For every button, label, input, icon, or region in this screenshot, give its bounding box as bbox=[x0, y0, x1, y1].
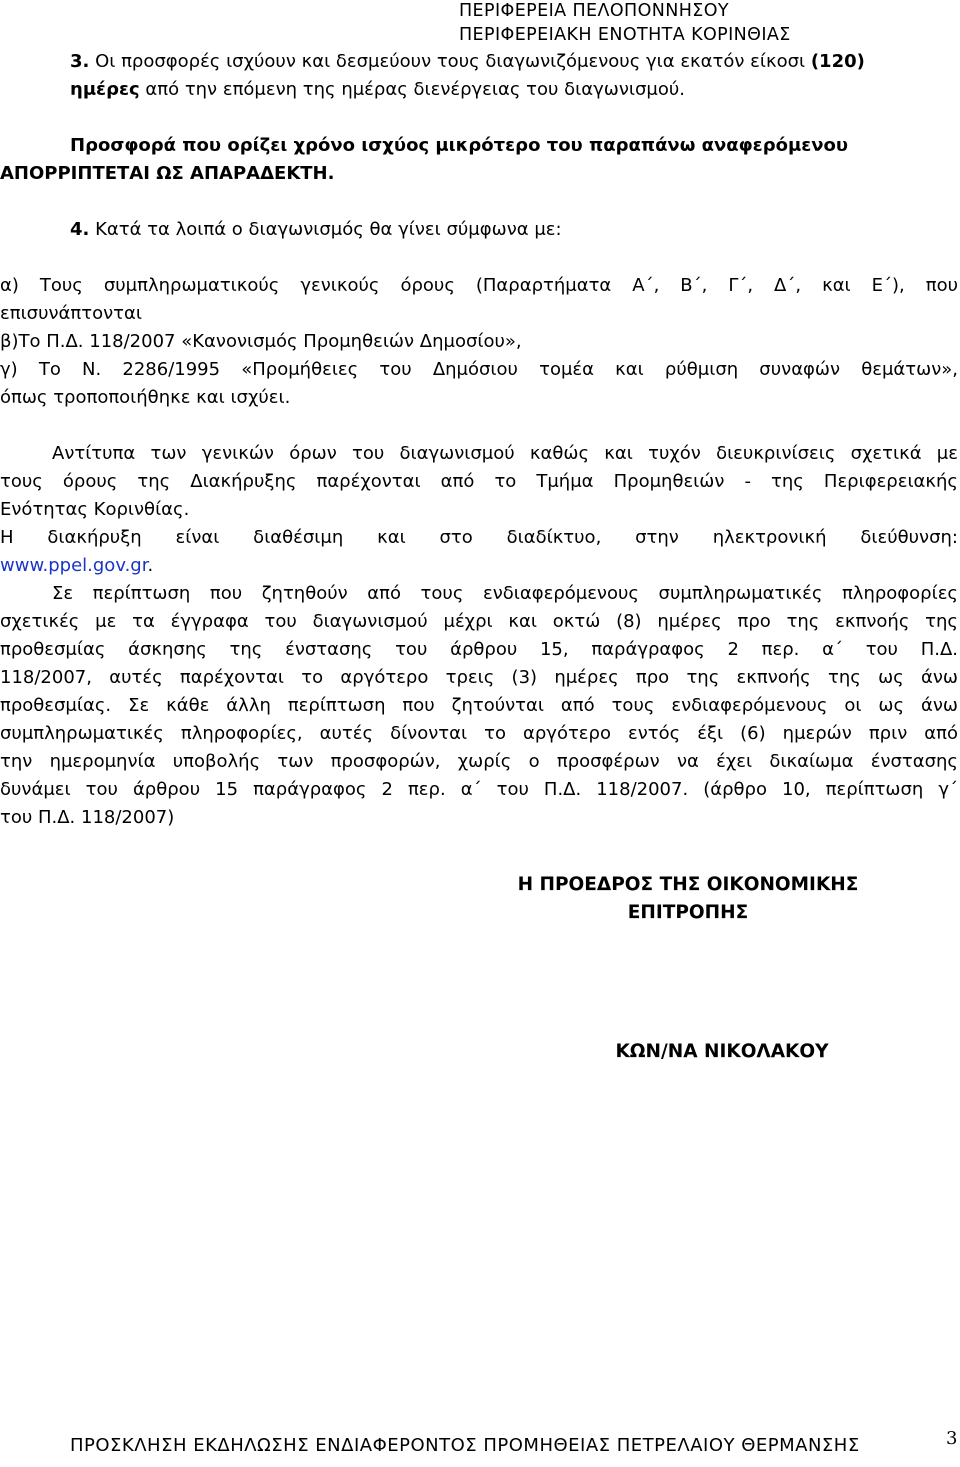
item3-days-count: (120) bbox=[810, 51, 865, 72]
warning-line1: Προσφορά που ορίζει χρόνο ισχύος μικρότερο του παραπάνω αναφερόμενου bbox=[70, 135, 848, 156]
signature-title-line2: ΕΠΙΤΡΟΠΗΣ bbox=[627, 902, 749, 923]
info-line6 bbox=[0, 720, 958, 748]
term-c-line2: όπως τροποποιήθηκε και ισχύει. bbox=[0, 387, 291, 408]
item3-line1 bbox=[70, 48, 865, 76]
info-text6: συμπληρωματικές πληροφορίες, αυτές δίνονται το αργότερο εντός έξι (6) ημερών πριν από bbox=[0, 723, 958, 744]
online-text: Η διακήρυξη είναι διαθέσιμη και στο διαδίκτυο, στην ηλεκτρονική διεύθυνση: bbox=[0, 527, 958, 548]
warning-line2: ΑΠΟΡΡΙΠΤΕΤΑΙ ΩΣ ΑΠΑΡΑΔΕΚΤΗ. bbox=[0, 163, 335, 184]
online-line2 bbox=[0, 552, 153, 580]
item3-line2 bbox=[70, 76, 685, 104]
term-b: β)Το Π.Δ. 118/2007 «Κανονισμός Προμηθειών Δημοσίου», bbox=[0, 331, 522, 352]
term-c-line1 bbox=[0, 356, 958, 384]
info-line7 bbox=[0, 748, 958, 776]
signature-title-line1: Η ΠΡΟΕΔΡΟΣ ΤΗΣ ΟΙΚΟΝΟΜΙΚΗΣ bbox=[517, 874, 859, 895]
header-unit: ΠΕΡΙΦΕΡΕΙΑΚΗ ΕΝΟΤΗΤΑ ΚΟΡΙΝΘΙΑΣ bbox=[459, 25, 791, 45]
info-text1: Σε περίπτωση που ζητηθούν από τους ενδιαφερόμενους συμπληρωματικές πληροφορίες bbox=[52, 583, 958, 604]
website-link[interactable]: www.ppel.gov.gr bbox=[0, 555, 148, 576]
signature-name: ΚΩΝ/ΝΑ ΝΙΚΟΛΑΚΟΥ bbox=[615, 1041, 829, 1062]
copies-line2 bbox=[0, 468, 958, 496]
info-text5: προθεσμίας. Σε κάθε άλλη περίπτωση που ζητούνται από τους ενδιαφερόμενους οι ως άνω bbox=[0, 695, 958, 716]
copies-text1: Αντίτυπα των γενικών όρων του διαγωνισμού καθώς και τυχόν διευκρινίσεις σχετικά με bbox=[52, 443, 958, 464]
item4-number: 4. bbox=[70, 219, 90, 240]
info-line3 bbox=[0, 636, 958, 664]
online-line1 bbox=[0, 524, 958, 552]
info-text3: προθεσμίας άσκησης της ένστασης του άρθρου 15, παράγραφος 2 περ. α΄ του Π.Δ. bbox=[0, 639, 958, 660]
copies-line1 bbox=[52, 440, 958, 468]
item3-text-b: από την επόμενη της ημέρας διενέργειας του διαγωνισμού. bbox=[139, 79, 685, 100]
copies-text2: τους όρους της Διακήρυξης παρέχονται από το Τμήμα Προμηθειών - της Περιφερειακής bbox=[0, 471, 958, 492]
copies-line3: Ενότητας Κορινθίας. bbox=[0, 499, 190, 520]
info-line9: του Π.Δ. 118/2007) bbox=[0, 807, 175, 828]
term-a-text: α) Τους συμπληρωματικούς γενικούς όρους (Παραρτήματα Α΄, Β΄, Γ΄, Δ΄, και Ε΄), που bbox=[0, 275, 958, 296]
term-a-line2: επισυνάπτονται bbox=[0, 303, 142, 324]
item4-line bbox=[70, 216, 562, 244]
item3-text-a: Οι προσφορές ισχύουν και δεσμεύουν τους διαγωνιζόμενους για εκατόν είκοσι bbox=[89, 51, 811, 72]
page-number: 3 bbox=[946, 1428, 958, 1449]
term-c-text: γ) Το Ν. 2286/1995 «Προμήθειες του Δημόσιου τομέα και ρύθμιση συναφών θεμάτων», bbox=[0, 359, 958, 380]
footer-title: ΠΡΟΣΚΛΗΣΗ ΕΚΔΗΛΩΣΗΣ ΕΝΔΙΑΦΕΡΟΝΤΟΣ ΠΡΟΜΗΘΕΙΑΣ ΠΕΤΡΕΛΑΙΟΥ ΘΕΡΜΑΝΣΗΣ bbox=[70, 1435, 860, 1456]
info-line8 bbox=[0, 776, 958, 804]
info-text2: σχετικές με τα έγγραφα του διαγωνισμού μέχρι και οκτώ (8) ημέρες προ της εκπνοής της bbox=[0, 611, 958, 632]
info-line5 bbox=[0, 692, 958, 720]
info-text7: την ημερομηνία υποβολής των προσφορών, χωρίς ο προσφέρων να έχει δικαίωμα ένστασης bbox=[0, 751, 958, 772]
item3-number: 3. bbox=[70, 51, 90, 72]
info-line2 bbox=[0, 608, 958, 636]
item4-text: Κατά τα λοιπά ο διαγωνισμός θα γίνει σύμφωνα με: bbox=[89, 219, 562, 240]
item3-days-word: ημέρες bbox=[70, 79, 140, 100]
info-line1 bbox=[52, 580, 958, 608]
term-a-line1 bbox=[0, 272, 958, 300]
info-line4 bbox=[0, 664, 958, 692]
info-text4: 118/2007, αυτές παρέχονται το αργότερο τρεις (3) ημέρες προ της εκπνοής της ως άνω bbox=[0, 667, 958, 688]
info-text8: δυνάμει του άρθρου 15 παράγραφος 2 περ. α΄ του Π.Δ. 118/2007. (άρθρο 10, περίπτωση γ΄ bbox=[0, 779, 958, 800]
header-region: ΠΕΡΙΦΕΡΕΙΑ ΠΕΛΟΠΟΝΝΗΣΟΥ bbox=[459, 1, 730, 21]
online-period: . bbox=[147, 555, 154, 576]
